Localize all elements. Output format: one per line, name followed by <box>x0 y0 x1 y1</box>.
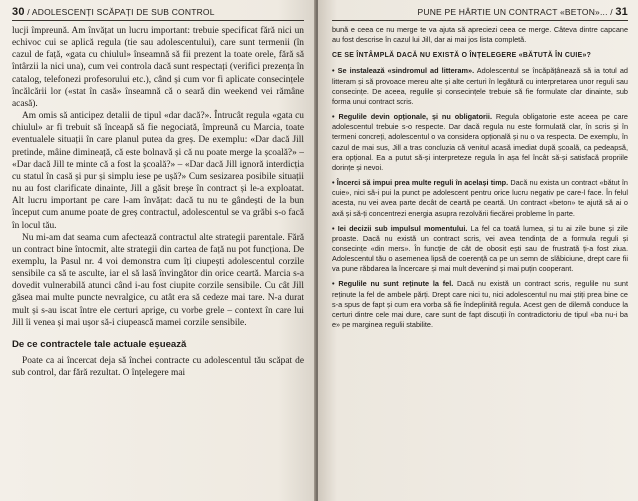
bullet-text: Regula obligatorie este aceea pe care adolescentul trebuie s-o respecte. Dar dacă regula nu este formulată clar, în scris și în termeni concreți, adolescentul o va considera opțională și nu o va respecta. De exemplu, în cazul de mai sus, Jill a tras concluzia că venitul acasă imediat după școală, ca pedeapsă, era opțional. Ea a putut să-și interpreteze regula în așa fel încât să-și satisfacă propriile dorințe și nevoi. <box>332 112 628 172</box>
bullet-item <box>332 178 628 219</box>
bullet-dot-icon: • <box>332 178 337 188</box>
left-paragraph-1: lucji împreună. Am învățat un lucru important: trebuie specificat fără nici un echivoc cui se aplică regula (tie sau adolescentului), care sunt termenii (în cazul de față, «gata cu chiulul» înseamnă să fii prezent la toate orele, fără să întârzii la nici una), cum vei controla dacă sunt respectați (verifici prezența în catalog, telefonezi profesorului etc.), când și cum vor fi aplicate consecințele încălcării lor («stat în casă» înseamnă că o seară din weekend vei rămâne acasă). <box>12 26 304 109</box>
right-intro-paragraph: bună e ceea ce nu merge te va ajuta să apreciezi ceea ce merge. Câteva dintre capcane au fost descrise în cazul lui Jill, dar ai mai jos lista completă. <box>332 25 628 45</box>
bullet-lead: Regulile nu sunt reținute la fel. <box>338 279 454 289</box>
left-paragraph-last: Poate ca ai încercat deja să închei contracte cu adolescentul tău scăpat de sub control, dar fără rezultat. O înțelegere mai <box>12 355 304 379</box>
right-running-head-title: PUNE PE HÂRTIE UN CONTRACT «BETON»... / <box>417 7 613 17</box>
bullet-text: Adolescentul se încăpățânează să ia totul ad litteram și să provoace mereu alte și alte certuri în legătură cu interpretarea unor reguli sau consecințe. De aceea, regulile și consecințele trebuie să fie formulate clar dinainte, sub forma unui contract scris. <box>332 66 628 106</box>
bullet-dot-icon: • <box>332 279 339 289</box>
bullet-lead: Încerci să impui prea multe reguli în același timp. <box>336 178 509 188</box>
left-page <box>0 0 316 501</box>
left-subheading: De ce contractele tale actuale eșuează <box>12 338 187 350</box>
left-running-head: 30 / ADOLESCENȚI SCĂPAȚI DE SUB CONTROL <box>12 6 304 21</box>
right-page <box>318 0 638 501</box>
bullet-lead: Iei decizii sub impulsul momentului. <box>337 223 468 233</box>
right-running-head <box>332 6 628 21</box>
right-section-title: CE SE ÎNTÂMPLĂ DACĂ NU EXISTĂ O ÎNȚELEGERE «BĂTUTĂ ÎN CUIE»? <box>332 52 592 60</box>
right-page-number: 31 <box>615 6 628 18</box>
left-paragraph-3: Nu mi-am dat seama cum afectează contractul alte strategii parentale. Fără un contract bine întocmit, alte strategii din cartea de față nu pot funcționa. De exemplu, la Pasul nr. 4 voi demonstra cum îți ciupești adolescentul corzile sensibile ca să te asculte, iar el să lasă învingător din orice ceartă. Marcia s-a dovedit vulnerabilă atunci când i-au fost ciupite corzile sensibile. Cu cât Jill găsea mai multe puncte nevralgice, cu atât era să cedeze mai tare. N-a durat mult și s-au iscat între ele certuri aprige, cu vorbe grele – context în care lui Jill îi venea și mai ușor să-i ciupească mamei corzile sensibile. <box>12 232 304 328</box>
right-body-text <box>332 25 628 330</box>
bullet-item <box>332 279 628 330</box>
bullet-item <box>332 66 628 107</box>
left-paragraph-2: Am omis să anticipez detalii de tipul «dar dacă?». Întrucât regula «gata cu chiulul» ar fi trebuit să înceapă să fie negociată, împreună cu Marcia, toate eventualele situații în care planul putea da greș. De exemplu: «Dar dacă Jill pretinde, mâine dimineață, că este bolnavă și că nu poate merge la școală?» – «Dar dacă Jill te minte că a fost la școală?» – «Dar dacă Jill ignoră interdicția cu statul în casă și pur și simplu iese pe ușă?» Cum sesizarea posibile situații nu au fost clarificate dinainte, Jill a găsit breșe în contract și le-a exploatat. Alt lucru important pe care l-am învățat: dacă tu nu te gândești de la bun început cum anume poate de greș contractul, adolescentul se va grăbi s-o facă în locul tău. <box>12 111 304 231</box>
left-running-head-title: ADOLESCENȚI SCĂPAȚI DE SUB CONTROL <box>31 7 215 17</box>
bullet-lead: Regulile devin opționale, și nu obligatorii. <box>338 112 492 122</box>
left-body-text <box>12 25 304 379</box>
left-page-number: 30 <box>12 6 25 18</box>
bullet-dot-icon: • <box>332 223 338 233</box>
bullet-text: Dacă nu există un contract scris, regulile nu sunt reținute la fel de ambele părți. Drept care nici tu, nici adolescentul nu mai știți prea bine ce s-a spus de fapt și cum era vorba să fie îndeplinită regula. Acest gen de dilemă conduce la certuri dintre cele mai dure, care sunt de fapt discuții în contradictoriu de tipul «ba nu-i ba e» pe marginea regulii stabilite. <box>332 279 628 330</box>
bullet-dot-icon: • <box>332 112 339 122</box>
bullet-text: La fel ca toată lumea, și tu ai zile bune și zile proaste. Dacă nu există un contract scris, vei avea tendința de a formula reguli și consecințe «din mers». În funcție de cât de obosit ești sau de frustrată ți-a fost ziua. Adolescentul tău o asemenea lipsă de coerență ca pe un semn de slăbiciune, drept care fii va pune răbdarea la încercare și mai mult devenind și mai puțin cooperant. <box>332 223 628 274</box>
bullet-item <box>332 224 628 275</box>
bullet-item <box>332 112 628 173</box>
bullet-text: Dacă nu exista un contract «bătut în cuie», nici să-i pui la punct pe adolescent pentru orice lucru negativ pe care-l face. În felul acesta, nu vei avea parte decât de ceartă pe ceartă. Un contract «beton» te ajută să ai o axă și să-ți concentrezi energia asupra rezolvării fiecărei probleme în parte. <box>332 178 628 218</box>
bullet-dot-icon: • <box>332 66 338 76</box>
bullet-lead: Se instalează «sindromul ad litteram». <box>337 66 475 76</box>
